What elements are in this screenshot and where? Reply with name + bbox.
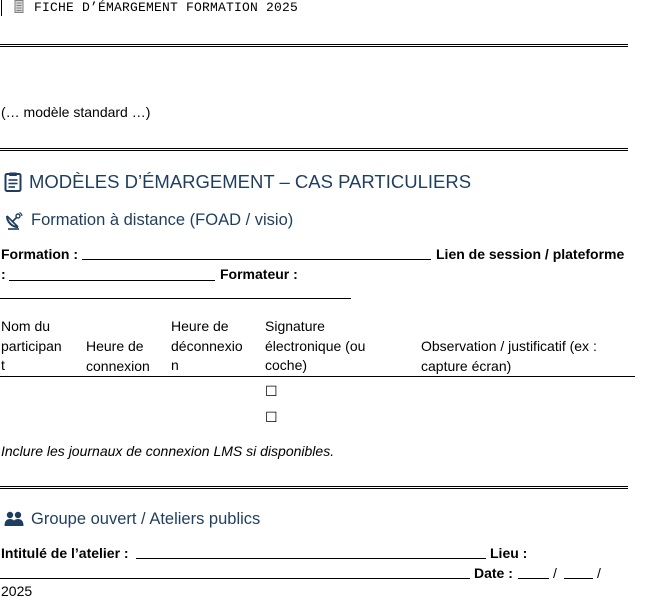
text-cursor [1,0,2,16]
header-line: connexion [86,357,150,374]
header-line: coche) [265,357,308,373]
column-header-connexion [86,337,150,376]
foad-heading-text: Formation à distance (FOAD / visio) [31,211,294,229]
satellite-dish-icon [4,210,24,230]
document-title: FICHE D’ÉMARGEMENT FORMATION 2025 [34,0,299,15]
signature-checkbox[interactable]: ☐ [265,383,278,399]
formation-label: Formation : [1,246,78,262]
table-header-rule [0,376,635,377]
header-line: Observation / justificatif (ex : [421,338,597,354]
session-link-colon: : [1,266,6,282]
column-header-signature [265,317,365,376]
session-link-label: Lien de session / plateforme [436,246,625,262]
header-line: Heure de [171,318,229,334]
foad-heading [4,210,293,230]
formateur-input-line[interactable] [0,284,351,299]
header-line: n [171,357,179,373]
header-line: déconnexio [171,337,243,354]
signature-checkbox[interactable]: ☐ [265,409,278,425]
formateur-label: Formateur : [220,266,298,282]
date-separator: / [597,565,601,581]
clipboard-icon [4,172,22,192]
header-line: Nom du [1,318,51,334]
header-line: Signature [265,318,325,334]
formation-input-line[interactable] [82,244,431,260]
column-header-observation [421,337,597,376]
standard-model-text: (… modèle standard …) [1,104,151,120]
lms-note: Inclure les journaux de connexion LMS si disponibles. [1,443,335,459]
session-link-input-line[interactable] [9,265,215,281]
divider [0,148,628,151]
section-title-text: MODÈLES D’ÉMARGEMENT – CAS PARTICULIERS [29,171,472,192]
column-header-participant [1,317,62,376]
date-year: 2025 [1,583,33,599]
header-line: électronique (ou [265,337,366,354]
section-title [4,171,471,193]
atelier-title-label: Intitulé de l’atelier : [1,545,129,561]
atelier-title-input-line[interactable] [136,544,486,559]
column-header-deconnexion [171,317,243,376]
lieu-label: Lieu : [490,545,528,561]
header-line: capture écran) [421,357,512,374]
date-month-input[interactable] [564,564,593,579]
document-header [14,0,298,18]
date-day-input[interactable] [518,564,549,579]
groupe-heading [4,509,260,529]
header-line: participan [1,337,62,354]
divider [0,486,628,489]
divider [0,44,628,47]
date-label: Date : [474,565,513,581]
lieu-input-line[interactable] [0,564,470,579]
document-icon [14,0,24,18]
groupe-heading-text: Groupe ouvert / Ateliers publics [31,510,261,528]
date-separator: / [553,565,557,581]
people-icon [4,511,24,527]
header-line: Heure de [86,338,144,354]
header-line: t [1,357,5,373]
